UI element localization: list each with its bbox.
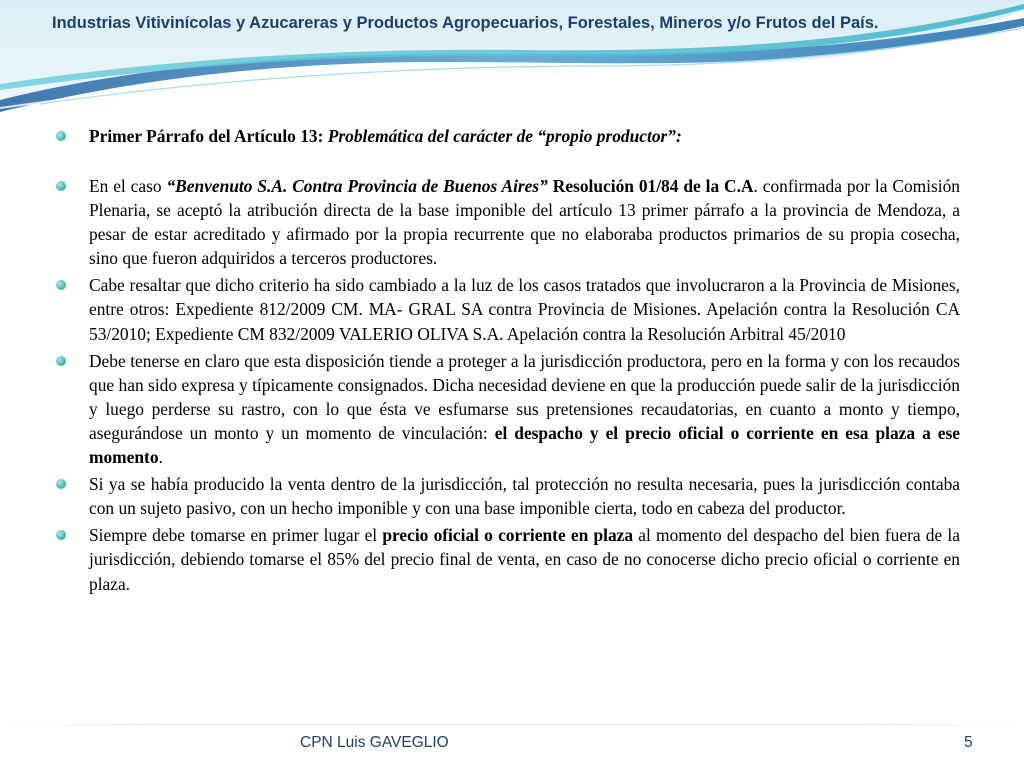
bullet-item-4 <box>56 472 960 520</box>
bullet-dot-icon <box>56 131 66 141</box>
bullet-item-3 <box>56 349 960 469</box>
footer-divider <box>0 724 1024 725</box>
bullet-text: Si ya se había producido la venta dentro de la jurisdicción, tal protección no resulta necesaria, pues la jurisdicción contaba con un sujeto pasivo, con un hecho imponible y con una base imponible cierta, todo en cabeza del productor. <box>89 474 960 519</box>
slide-body <box>56 124 960 599</box>
heading-label: Primer Párrafo del Artículo 13: <box>89 126 328 146</box>
bullet-text <box>89 523 960 595</box>
bullet-text <box>89 174 960 270</box>
heading-topic: Problemática del carácter de “propio productor”: <box>327 126 682 146</box>
emphasis-text: precio oficial o corriente en plaza <box>382 525 634 546</box>
heading-text <box>89 124 960 148</box>
resolution-ref: Resolución 01/84 de la C.A <box>547 176 754 196</box>
case-name: “Benvenuto S.A. Contra Provincia de Buenos Aires” <box>166 176 548 196</box>
bullet-dot-icon <box>56 181 66 191</box>
text-segment: Siempre debe tomarse en primer lugar el <box>89 525 383 546</box>
bullet-item-2 <box>56 273 960 345</box>
text-segment: . confirmada por la Comisión Plenaria, se aceptó la atribución directa de la base imponible del artículo 13 primer párrafo a la provincia de Mendoza, a pesar de estar acreditado y afirmado por la propia recurrente que no elaboraba productos primarios de su propia cosecha, sino que fueron adquiridos a terceros productores. <box>89 176 960 269</box>
page-number: 5 <box>964 734 973 751</box>
emphasis-text: el despacho y el precio oficial o corriente en esa plaza a ese momento <box>89 422 960 468</box>
section-heading <box>56 124 960 148</box>
bullet-text <box>89 349 960 469</box>
slide-title: Industrias Vitivinícolas y Azucareras y Productos Agropecuarios, Forestales, Mineros y/o Frutos del País. <box>52 14 879 32</box>
footer-presenter: CPN Luis GAVEGLIO <box>300 734 449 751</box>
bullet-item-1 <box>56 174 960 270</box>
bullet-dot-icon <box>56 479 66 489</box>
bullet-item-5 <box>56 523 960 595</box>
text-segment: al momento del despacho del bien fuera de la jurisdicción, debiendo tomarse el 85% del precio final de venta, en caso de no conocerse dicho precio oficial o corriente en plaza. <box>89 525 960 594</box>
bullet-text: Cabe resaltar que dicho criterio ha sido cambiado a la luz de los casos tratados que involucraron a la Provincia de Misiones, entre otros: Expediente 812/2009 CM. MA- GRAL SA contra Provincia de Misiones. Apelación contra la Resolución CA 53/2010; Expediente CM 832/2009 VALERIO OLIVA S.A. Apelación contra la Resolución Arbitral 45/2010 <box>89 275 960 344</box>
text-segment: . <box>158 447 163 468</box>
bullet-dot-icon <box>56 530 66 540</box>
text-segment: En el caso <box>89 176 167 196</box>
text-segment: Debe tenerse en claro que esta disposición tiende a proteger a la jurisdicción productora, pero en la forma y con los recaudos que han sido expresa y típicamente consignados. Dicha necesidad deviene en que la producción puede salir de la jurisdicción y luego perderse su rastro, con lo que ésta ve esfumarse sus pretensiones recaudatorias, en cuanto a monto y tiempo, asegurándose un monto y un momento de vinculación: <box>89 350 960 443</box>
bullet-dot-icon <box>56 356 66 366</box>
bullet-dot-icon <box>56 280 66 290</box>
